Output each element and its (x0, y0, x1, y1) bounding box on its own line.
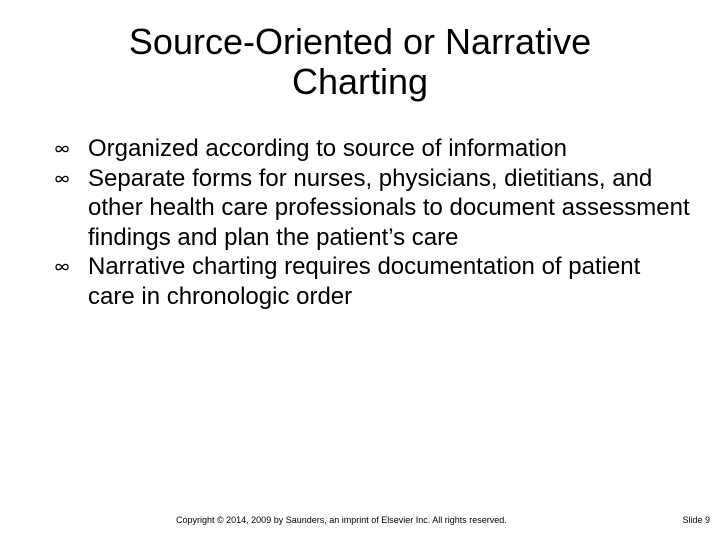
bullet-item (52, 134, 692, 164)
footer-copyright: Copyright © 2014, 2009 by Saunders, an imprint of Elsevier Inc. All rights reserved. (176, 515, 507, 525)
bullet-item (52, 164, 692, 253)
bullet-list (52, 134, 692, 311)
bullet-text: Narrative charting requires documentation of patient care in chronologic order (88, 253, 641, 310)
bullet-text: Separate forms for nurses, physicians, dietitians, and other health care professionals to document assessment findings and plan the patient’s care (88, 164, 690, 251)
infinity-icon (54, 144, 70, 154)
bullet-item (52, 252, 692, 311)
bullet-text: Organized according to source of information (88, 135, 567, 162)
slide-title: Source-Oriented or Narrative Charting (128, 21, 592, 102)
infinity-icon (54, 174, 70, 184)
infinity-icon (54, 262, 70, 272)
slide-number: Slide 9 (682, 515, 710, 525)
